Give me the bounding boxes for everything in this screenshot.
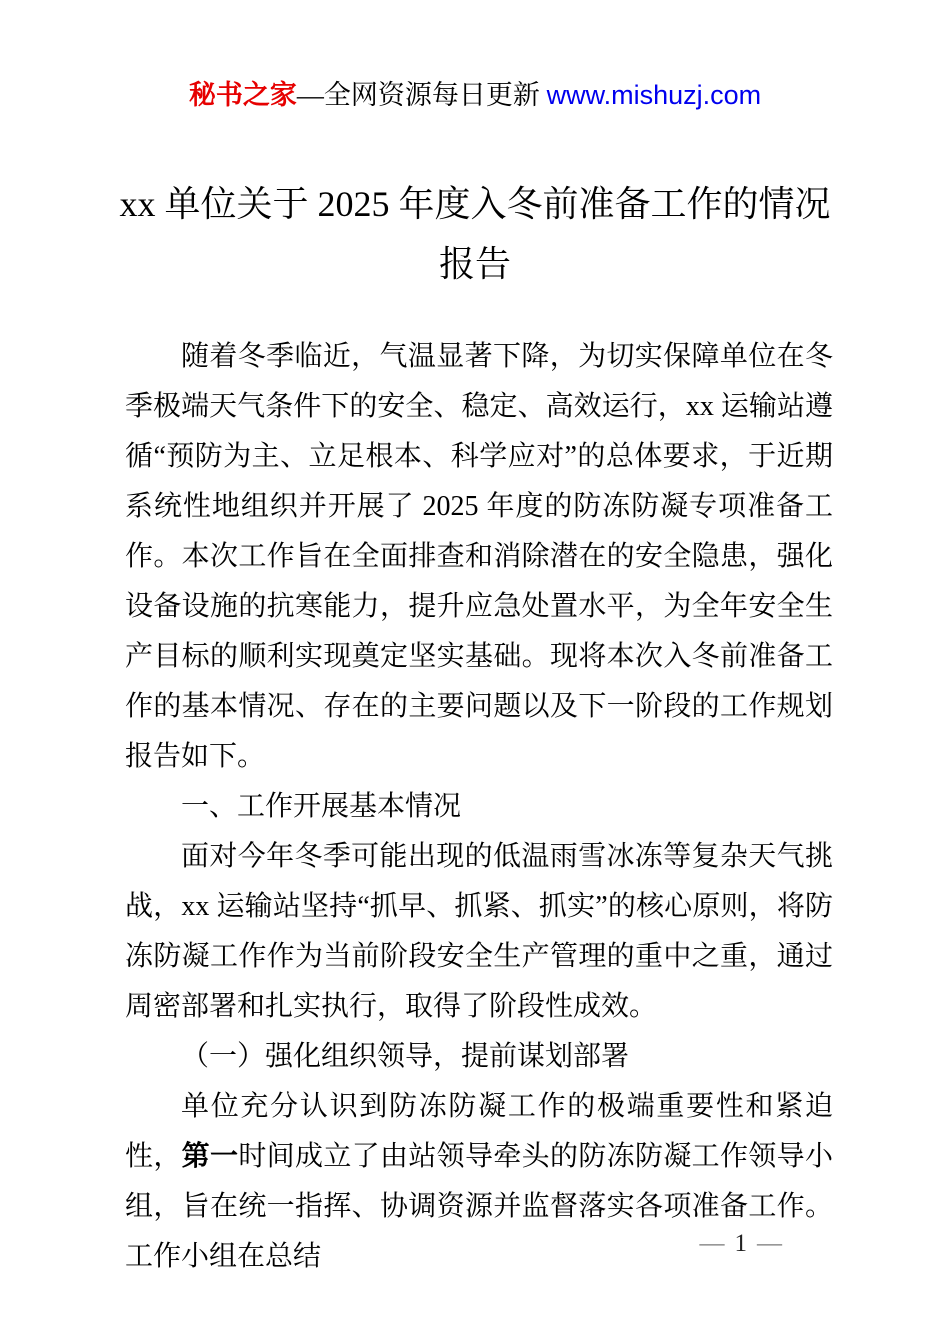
paragraph-run-pre: 单位充分认识到防冻防凝工作的极端重要性和紧迫性， xyxy=(125,1091,833,1172)
paragraph-intro: 随着冬季临近，气温显著下降，为切实保障单位在冬季极端天气条件下的安全、稳定、高效运行，xx 运输站遵循“预防为主、立足根本、科学应对”的总体要求，于近期系统性地组织并开展了 2025 年度的防冻防凝专项准备工作。本次工作旨在全面排查和消除潜在的安全隐患，强化设备设施的抗寒能力，提升应急处置水平，为全年安全生产目标的顺利实现奠定坚实基础。现将本次入冬前准备工作的基本情况、存在的主要问题以及下一阶段的工作规划报告如下。 xyxy=(125,341,833,772)
document-body xyxy=(125,332,833,1282)
page-number-value: 1 xyxy=(734,1230,747,1257)
page-number-dash-left: — xyxy=(699,1230,725,1257)
document-title-line1: xx 单位关于 2025 年度入冬前准备工作的情况 xyxy=(119,184,831,224)
document-title xyxy=(0,174,950,294)
paragraph-run-bold: 第一 xyxy=(181,1141,239,1172)
paragraph-run-post: 时间成立了由站领导牵头的防冻防凝工作领导小组，旨在统一指挥、协调资源并监督落实各项准备工作。工作小组在总结 xyxy=(125,1141,833,1272)
site-header xyxy=(0,0,950,110)
heading-subsection-1-1: （一）强化组织领导，提前谋划部署 xyxy=(181,1041,630,1072)
site-tagline: —全网资源每日更新 xyxy=(296,80,547,110)
page-number-dash-right: — xyxy=(757,1230,782,1257)
heading-section-1: 一、工作开展基本情况 xyxy=(181,791,462,822)
document-title-line2: 报告 xyxy=(438,244,511,284)
paragraph-section-1: 面对今年冬季可能出现的低温雨雪冰冻等复杂天气挑战，xx 运输站坚持“抓早、抓紧、抓实”的核心原则，将防冻防凝工作作为当前阶段安全生产管理的重中之重，通过周密部署和扎实执行，取得了阶段性成效。 xyxy=(125,841,833,1022)
site-url-link[interactable]: www.mishuzj.com xyxy=(546,80,762,110)
site-brand: 秘书之家 xyxy=(188,80,297,110)
page-number xyxy=(690,1228,793,1260)
